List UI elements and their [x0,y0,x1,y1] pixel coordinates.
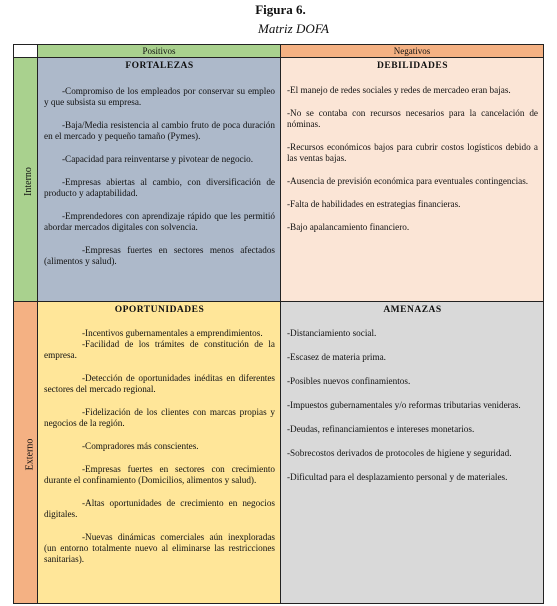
figure-title: Figura 6. [255,2,306,17]
weakness-item: -Bajo apalancamiento financiero. [287,222,410,232]
threat-item: -Escasez de materia prima. [287,352,386,362]
opportunity-item: -Altas oportunidades de crecimiento en negocios digitales. [44,498,275,519]
opportunity-item: -Fidelización de los clientes con marcas propias y negocios de la región. [44,407,275,428]
threats-quadrant [281,302,544,604]
weaknesses-quadrant [281,58,544,302]
weakness-item: -Falta de habilidades en estrategias financieras. [287,199,461,209]
opportunities-title: OPORTUNIDADES [114,305,205,315]
weakness-item: -El manejo de redes sociales y redes de mercadeo eran bajas. [287,85,511,95]
corner-cell [14,45,38,58]
opportunity-item: -Facilidad de los trámites de constitución de la empresa. [44,339,275,360]
threat-item: -Posibles nuevos confinamientos. [287,376,411,386]
threat-item: -Distanciamiento social. [287,328,377,338]
header-positive: Positivos [38,45,281,58]
threats-title: AMENAZAS [383,305,442,315]
threat-item: -Deudas, refinanciamientos e intereses monetarios. [287,424,475,434]
weakness-item: -No se contaba con recursos necesarios para la cancelación de nóminas. [287,108,538,129]
strengths-title: FORTALEZAS [125,61,194,71]
internal-label: Interno [22,166,34,196]
row-label-internal [14,58,38,302]
weaknesses-title: DEBILIDADES [377,61,448,71]
figure-subtitle: Matriz DOFA [258,21,329,36]
dofa-matrix [13,44,544,604]
strength-item: -Compromiso de los empleados por conservar su empleo y que subsista su empresa. [44,86,275,107]
strength-item: -Empresas abiertas al cambio, con diversificación de producto y adaptabilidad. [44,177,275,198]
strength-item: -Baja/Media resistencia al cambio fruto de poca duración en el mercado y pequeño tamaño (Pymes). [44,120,275,141]
threat-item: -Dificultad para el desplazamiento personal y de materiales. [287,472,508,482]
threat-item: -Impuestos gubernamentales y/o reformas tributarias venideras. [287,400,521,410]
opportunity-item: -Compradores más conscientes. [82,441,199,451]
external-label: Externo [24,438,36,470]
opportunity-item: -Nuevas dinámicas comerciales aún inexploradas (un entorno totalmente nuevo al eliminarse las restricciones sanitarias). [44,532,275,564]
strengths-quadrant [38,58,281,302]
strength-item: -Emprendedores con aprendizaje rápido que les permitió abordar mercados digitales con solvencia. [44,211,275,232]
row-label-external [14,302,38,604]
threat-item: -Sobrecostos derivados de protocoles de higiene y seguridad. [287,448,512,458]
weakness-item: -Ausencia de previsión económica para eventuales contingencias. [287,176,529,186]
opportunities-quadrant [38,302,281,604]
opportunity-item: -Detección de oportunidades inéditas en diferentes sectores del mercado regional. [44,373,275,394]
header-negative: Negativos [281,45,544,58]
opportunity-item: -Empresas fuertes en sectores con crecimiento durante el confinamiento (Domicilios, alimentos y salud). [44,464,275,485]
strength-item: -Empresas fuertes en sectores menos afectados (alimentos y salud). [44,245,275,266]
opportunity-item: -Incentivos gubernamentales a emprendimientos. [82,328,263,338]
weakness-item: -Recursos económicos bajos para cubrir costos logísticos debido a las ventas bajas. [287,142,538,163]
strength-item: -Capacidad para reinventarse y pivotear de negocio. [62,154,254,164]
